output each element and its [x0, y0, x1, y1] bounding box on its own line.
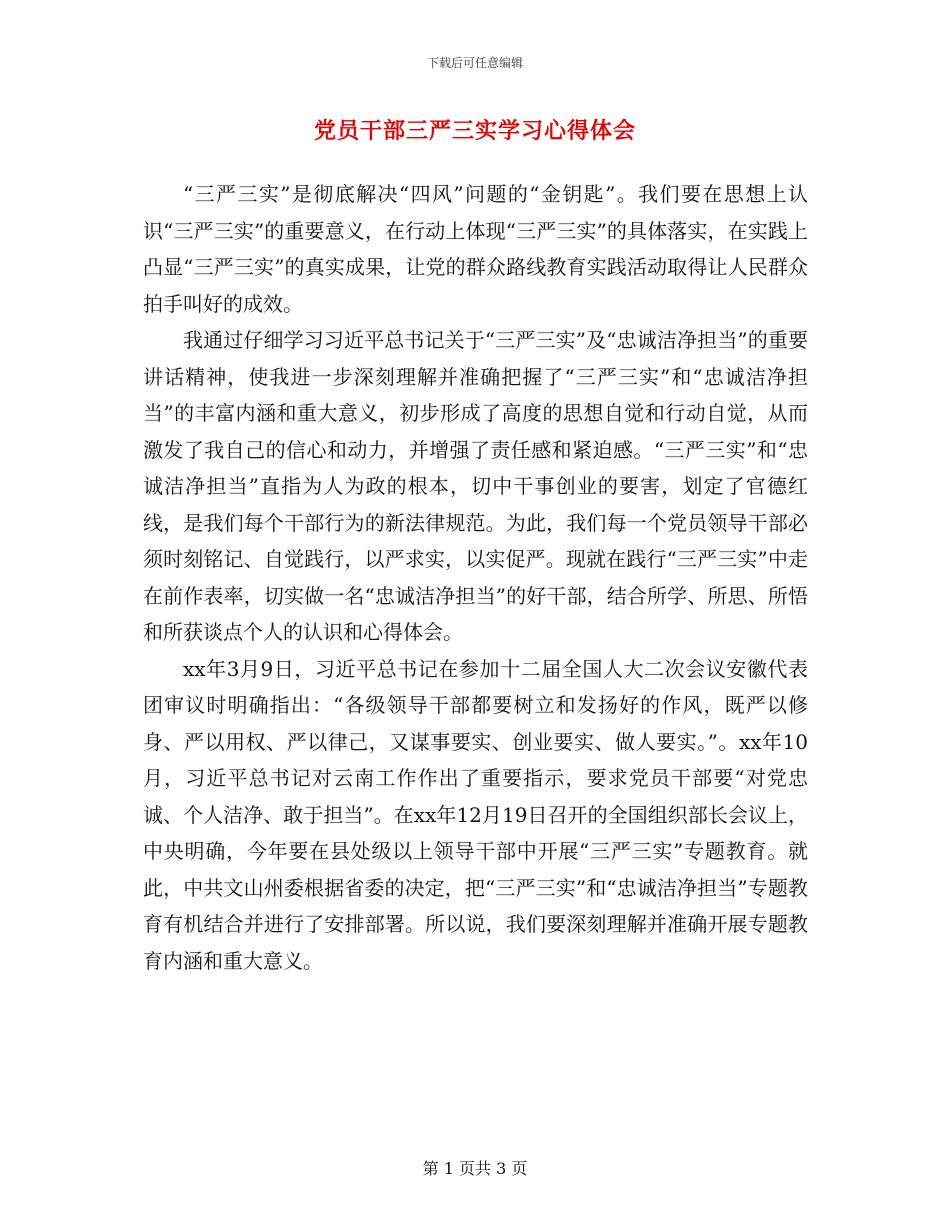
paragraph-3: xx年3月9日，习近平总书记在参加十二届全国人大二次会议安徽代表团审议时明确指出：“各级领导干部都要树立和发扬好的作风，既严以修身、严以用权、严以律己，又谋事要实、创业要实、做人要实。”。xx年10月，习近平总书记对云南工作作出了重要指示，要求党员干部要“对党忠诚、个人洁净、敢于担当”。在xx年12月19日召开的全国组织部长会议上，中央明确，今年要在县处级以上领导干部中开展“三严三实”专题教育。就此，中共文山州委根据省委的决定，把“三严三实”和“忠诚洁净担当”专题教育有机结合并进行了安排部署。所以说，我们要深刻理解并准确开展专题教育内涵和重大意义。: [143, 656, 808, 973]
paragraph-1: “三严三实”是彻底解决“四风”问题的“金钥匙”。我们要在思想上认识“三严三实”的重要意义，在行动上体现“三严三实”的具体落实，在实践上凸显“三严三实”的真实成果，让党的群众路线教育实践活动取得让人民群众拍手叫好的成效。: [143, 182, 808, 316]
document-title: 党员干部三严三实学习心得体会: [313, 118, 636, 144]
paragraph-2: 我通过仔细学习习近平总书记关于“三严三实”及“忠诚洁净担当”的重要讲话精神，使我进一步深刻理解并准确把握了“三严三实”和“忠诚洁净担当”的丰富内涵和重大意义，初步形成了高度的思想自觉和行动自觉，从而激发了我自己的信心和动力，并增强了责任感和紧迫感。“三严三实”和“忠诚洁净担当”直指为人为政的根本，切中干事创业的要害，划定了官德红线，是我们每个干部行为的新法律规范。为此，我们每一个党员领导干部必须时刻铭记、自觉践行，以严求实，以实促严。现就在践行“三严三实”中走在前作表率，切实做一名“忠诚洁净担当”的好干部，结合所学、所思、所悟和所获谈点个人的认识和心得体会。: [143, 328, 808, 644]
header-note: 下载后可任意编辑: [426, 56, 523, 70]
page-number-footer: 第 1 页共 3 页: [422, 1159, 528, 1178]
document-body: [143, 176, 808, 979]
